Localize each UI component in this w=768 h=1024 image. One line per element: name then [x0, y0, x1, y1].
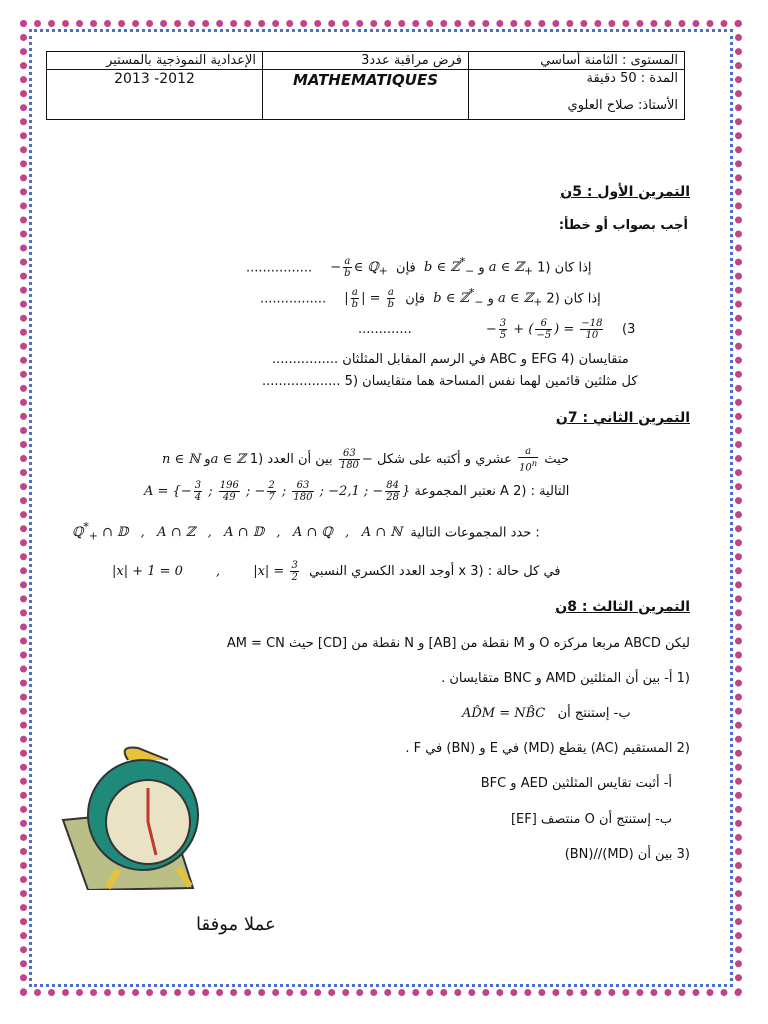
ex3-q2: (2 المستقيم (AC) يقطع (MD) في E و (BN) في F .	[405, 741, 690, 756]
ex3-q2b: ب- إستنتج أن O منتصف [EF]	[510, 812, 672, 827]
ex2-q2: A = {− $\frac{3}{4}$ ; $\frac{196}{49}$ ; − $\frac{2}{7}$ ; $\frac{63}{180}$ ; −2,1 ; − $\frac{84}{28}$ } نعتبر المجموعة A التالية : (2	[144, 480, 570, 503]
ex1-title: التمرين الأول : 5ن	[560, 184, 690, 200]
ex1-item2-text: إذا كان	[563, 291, 601, 307]
ex1-instruction: أجب بصواب أو خطأ:	[558, 218, 688, 233]
ex1-item1-num: (1	[537, 260, 551, 276]
ex3-q1b: AD̂M = NB̂C ب- إستنتج أن	[462, 706, 631, 721]
ex3-intro: ليكن ABCD مربعا مركزه O و M نقطة من [AB] و N نقطة من [CD] حيث AM = CN	[226, 636, 690, 651]
ex1-item2: ................ | $\frac{a}{b}$ | = $\frac{a}{b}$ فإن b ∈ ℤ*$_-$ و a ∈ ℤ$_+$ إذا كان (2	[260, 287, 601, 311]
teacher: الأستاذ: صلاح العلوي	[567, 98, 678, 113]
ex1-item1-text: إذا كان	[554, 260, 592, 276]
ex2-sets: ℚ*$_+$ ∩ 𝔻 , A ∩ ℤ , A ∩ 𝔻 , A ∩ ℚ , A ∩ ℕ حدد المجموعات التالية :	[72, 521, 540, 543]
level: المستوى : الثامنة أساسي	[468, 52, 684, 70]
ex2-q1: n ∈ ℕ وa ∈ ℤ حيث $\frac{a}{10^n}$ عشري و أكتبه على شكل − $\frac{63}{180}$ بين أن العدد (1	[162, 446, 570, 474]
alarm-clock-image	[58, 740, 228, 890]
subject: MATHEMATIQUES	[263, 70, 469, 120]
header-table	[46, 51, 685, 120]
dots: ...................	[262, 374, 341, 389]
ex3-q2a: أ- أثبت تقايس المثلثين AED و BFC	[480, 776, 672, 791]
ex1-item4: ................ في الرسم المقابل المثلثان ABC و EFG متقايسان (4	[272, 352, 629, 367]
dots: ................	[260, 291, 327, 307]
ex3-q3: (3 بين أن (MD)//(BN)	[564, 847, 690, 862]
dots: .............	[358, 322, 412, 337]
ex2-q3: |x| + 1 = 0 , |x| = $\frac{3}{2}$ أوجد العدد الكسري النسبي x في كل حالة : (3	[112, 560, 561, 583]
ex1-item3-num: (3	[622, 322, 636, 337]
ex1-item1: ................ − $\frac{a}{b}$ ∈ ℚ$_+$ فإن b ∈ ℤ*$_-$ و a ∈ ℤ$_+$ إذا كان (1	[246, 256, 592, 280]
test-title: فرض مراقبة عدد3	[263, 52, 469, 70]
ex1-item5: ................... كل مثلثين قائمين لهما نفس المساحة هما متقايسان (5	[262, 374, 638, 389]
duration: المدة : 50 دقيقة	[586, 71, 678, 86]
dots: ................	[272, 352, 339, 367]
ex1-item3: ............. − $\frac{3}{5}$ + ( $\frac{6}{-5}$ ) = $\frac{-18}{10}$ (3	[358, 318, 636, 341]
dots: ................	[246, 260, 313, 276]
ex3-q1a: (1 أ- بين أن المثلثين AMD و BNC متقايسان .	[441, 671, 690, 686]
school-year: 2013 -2012	[47, 70, 263, 120]
ex3-title: التمرين الثالث : 8ن	[555, 599, 690, 615]
ex1-item2-num: (2	[546, 291, 560, 307]
duration-teacher	[468, 70, 684, 120]
ex2-title: التمرين الثاني : 7ن	[555, 410, 690, 426]
signoff: عملا موفقا	[196, 914, 276, 935]
school-name: الإعدادية النموذجية بالمستير	[47, 52, 263, 70]
